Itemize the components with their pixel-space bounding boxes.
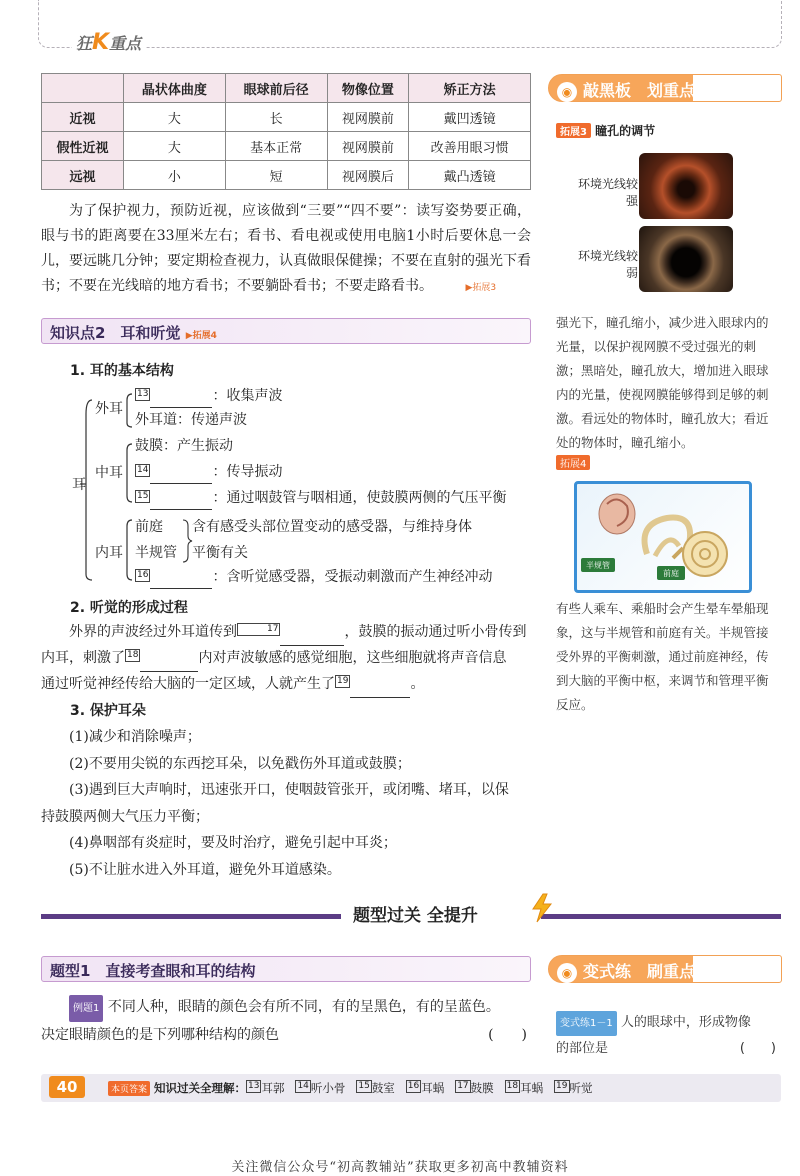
hearing-process-paragraph	[41, 620, 531, 698]
outer-ear-item-2: 外耳道：传递声波	[135, 412, 247, 428]
fill-blank[interactable]	[280, 620, 344, 646]
hearing-line-2-a: 内耳，刺激了	[41, 650, 125, 666]
table-cell: 长	[225, 103, 327, 132]
answer-number: 19	[556, 1081, 568, 1091]
fill-blank[interactable]	[150, 487, 212, 510]
middle-ear-item-2	[135, 461, 282, 484]
ear-structure-heading: 1. 耳的基本结构	[70, 363, 174, 379]
header-title-post: 重点	[109, 34, 142, 53]
ear-root-label: 耳	[72, 477, 86, 493]
example-1-line-2	[41, 1022, 531, 1049]
table-cell: 视网膜前	[327, 103, 409, 132]
page-header-frame	[38, 0, 782, 48]
header-title-k: K	[92, 30, 110, 55]
hearing-line-1	[41, 620, 531, 646]
practice-answer-blank[interactable]: ( )	[739, 1041, 776, 1056]
kp2-extension-link[interactable]: ▶拓展4	[185, 331, 217, 341]
practice-text-1: 人的眼球中，形成物像	[620, 1015, 751, 1030]
hearing-line-3	[41, 672, 531, 698]
vestibule-label: 前庭	[135, 519, 163, 535]
table-row-header: 远视	[42, 161, 124, 190]
table-cell: 大	[124, 103, 226, 132]
weak-light-label: 环境光线较弱	[578, 249, 639, 280]
blank-number: 15	[137, 491, 149, 501]
answer-text: 鼓室	[371, 1081, 395, 1095]
balance-text-2: 平衡有关	[192, 545, 248, 561]
table-cell: 大	[124, 132, 226, 161]
fill-blank[interactable]	[140, 646, 198, 672]
list-item: (3)遇到巨大声响时，迅速张开口，使咽鼓管张开，或闭嘴、堵耳，以保	[69, 782, 509, 798]
list-item: (1)减少和消除噪声；	[69, 729, 201, 745]
hearing-line-2	[41, 646, 531, 672]
blank-number: 19	[337, 676, 349, 686]
hearing-line-3-a: 通过听觉神经传给大脑的一定区域，人就产生了	[41, 676, 335, 692]
list-item: (4)鼻咽部有炎症时，要及时治疗，避免引起中耳炎；	[69, 835, 397, 851]
section-banner	[41, 899, 781, 927]
table-header-cell	[42, 74, 124, 103]
watermark-text: 关注微信公众号“初高教辅站”获取更多初高中教辅资料	[231, 1160, 569, 1175]
answer-number: 13	[248, 1081, 260, 1091]
outer-ear-item-1-text: ：收集声波	[212, 388, 283, 404]
list-item: 持鼓膜两侧大气压力平衡；	[41, 808, 209, 825]
middle-ear-item-3-text: ：通过咽鼓管与咽相通，使鼓膜两侧的气压平衡	[212, 490, 507, 506]
inner-ear-illustration	[577, 484, 749, 590]
eye-constricted-pupil-image	[639, 153, 733, 219]
answer-text: 耳蜗	[421, 1081, 445, 1095]
blank-number: 13	[137, 389, 149, 399]
eye-dilated-pupil-image	[639, 226, 733, 292]
outer-ear-label: 外耳	[95, 401, 123, 417]
table-row	[42, 103, 531, 132]
example-1	[41, 994, 531, 1049]
blank-number: 17	[237, 623, 280, 636]
list-item: (2)不要用尖锐的东西挖耳朵，以免戳伤外耳道或鼓膜；	[69, 755, 411, 772]
banner-title: 题型过关 全提升	[341, 901, 490, 926]
table-cell: 戴凸透镜	[409, 161, 531, 190]
list-item: (5)不让脏水进入外耳道，避免外耳道感染。	[69, 861, 341, 878]
table-cell: 视网膜后	[327, 161, 409, 190]
extension-3-badge: 拓展3	[556, 123, 591, 138]
inner-ear-vestibule-group	[135, 514, 177, 566]
table-row-header: 假性近视	[42, 132, 124, 161]
inner-ear-diagram	[574, 481, 752, 593]
answer-number: 18	[506, 1081, 519, 1091]
table-cell: 基本正常	[225, 132, 327, 161]
extension-4-heading	[556, 455, 590, 471]
hearing-line-2-b: 内对声波敏感的感觉细胞，这些细胞就将声音信息	[198, 650, 507, 666]
semicircular-canal-label: 半规管	[135, 545, 177, 561]
practice-text-2: 的部位是	[556, 1041, 609, 1056]
table-header-cell: 物像位置	[327, 74, 409, 103]
inner-ear-label: 内耳	[95, 545, 123, 561]
answer-text: 耳郭	[261, 1081, 285, 1095]
strong-light-label: 环境光线较强	[578, 177, 639, 208]
fill-blank[interactable]	[150, 385, 212, 408]
answers-title: 知识过关全理解：	[154, 1081, 247, 1095]
vision-comparison-table	[41, 73, 531, 190]
inner-ear-item-cochlea	[135, 566, 492, 589]
table-cell: 改善用眼习惯	[409, 132, 531, 161]
table-header-row	[42, 74, 531, 103]
protect-ears-heading: 3. 保护耳朵	[70, 703, 146, 719]
fill-blank[interactable]	[350, 672, 410, 698]
table-header-cell: 眼球前后径	[225, 74, 327, 103]
semicircular-label: 半规管	[586, 561, 610, 570]
page-answers	[108, 1080, 593, 1096]
fill-blank[interactable]	[150, 461, 212, 484]
practice-icon: ◉	[557, 963, 577, 983]
banner-line-right	[541, 914, 781, 919]
example-badge: 例题1	[69, 995, 103, 1022]
kp2-title: 知识点2 耳和听觉	[50, 324, 181, 342]
middle-ear-item-2-text: ：传导振动	[212, 464, 283, 480]
answer-text: 听小骨	[310, 1081, 346, 1095]
practice-header	[548, 955, 782, 983]
answer-number: 14	[297, 1081, 309, 1091]
answer-text: 听觉	[569, 1081, 593, 1095]
hearing-line-3-b: 。	[410, 676, 425, 692]
table-row	[42, 161, 531, 190]
answers-badge: 本页答案	[108, 1081, 150, 1096]
table-cell: 戴凹透镜	[409, 103, 531, 132]
example-1-text-2: 决定眼睛颜色的是下列哪种结构的颜色	[41, 1027, 279, 1043]
table-header-cell: 矫正方法	[409, 74, 531, 103]
extension-3-title: 瞳孔的调节	[595, 124, 656, 138]
extension-4-text: 有些人乘车、乘船时会产生晕车晕船现象，这与半规管和前庭有关。半规管接受外界的平衡刺激，通过前庭神经，传到大脑的平衡中枢，来调节和管理平衡反应。	[556, 601, 769, 712]
eye-protection-text: 为了保护视力，预防近视，应该做到“三要”“四不要”：读写姿势要正确，眼与书的距离要在33厘米左右；看书、看电视或使用电脑1小时后要休息一会儿，要远眺几分钟；要定期检查视力，认真做眼保健操；不要在直射的强光下看书；不要在光线暗的地方看书；不要躺卧看书；不要走路看书。	[41, 203, 531, 294]
table-cell: 短	[225, 161, 327, 190]
fill-blank[interactable]	[150, 566, 212, 589]
hearing-process-heading: 2. 听觉的形成过程	[70, 600, 188, 616]
example-1-line-1	[41, 994, 531, 1022]
middle-ear-label: 中耳	[95, 465, 123, 481]
extension-4-badge: 拓展4	[556, 455, 590, 470]
blank-number: 16	[137, 570, 149, 580]
example-1-text-1: 不同人种，眼睛的颜色会有所不同，有的呈黑色，有的呈蓝色。	[107, 999, 500, 1015]
answer-text: 鼓膜	[470, 1081, 494, 1095]
page-header-title	[72, 30, 145, 55]
practice-badge: 变式练1－1	[556, 1011, 617, 1036]
extension-link[interactable]: ▶拓展3	[465, 283, 497, 293]
table-row	[42, 132, 531, 161]
practice-title: 变式练 刷重点	[583, 962, 696, 981]
extension-3-heading	[556, 122, 655, 139]
practice-line-2	[556, 1036, 776, 1061]
knowledge-point-2-header	[41, 318, 531, 344]
blank-number: 18	[127, 650, 139, 660]
answer-number: 15	[358, 1081, 370, 1091]
hearing-line-1-a: 外界的声波经过外耳道传到	[69, 624, 237, 640]
practice-question	[556, 1010, 776, 1061]
balance-text-1: 含有感受头部位置变动的感受器，与维持身体	[192, 519, 472, 535]
inner-ear-item-cochlea-text: ：含听觉感受器，受振动刺激而产生神经冲动	[212, 569, 493, 585]
outer-ear-item-1	[135, 385, 282, 408]
table-header-cell: 晶状体曲度	[124, 74, 226, 103]
answer-text: 耳蜗	[520, 1081, 544, 1095]
banner-line-left	[41, 914, 341, 919]
table-cell: 小	[124, 161, 226, 190]
hearing-line-1-b: ，鼓膜的振动通过听小骨传到	[344, 624, 527, 640]
vestibule-diagram-label: 前庭	[663, 569, 679, 578]
middle-ear-item-3	[135, 487, 506, 510]
header-title-pre: 狂	[76, 34, 93, 53]
answer-blank[interactable]: ( )	[488, 1027, 527, 1043]
answer-number: 17	[457, 1081, 469, 1091]
answer-number: 16	[407, 1081, 420, 1091]
speaker-icon: ◉	[557, 82, 577, 102]
lightning-icon	[529, 893, 555, 923]
eye-protection-paragraph	[41, 199, 531, 301]
right-panel-header	[548, 74, 782, 102]
middle-ear-item-1: 鼓膜：产生振动	[135, 438, 233, 454]
protect-ears-list	[41, 724, 531, 883]
extension-3-text: 强光下，瞳孔缩小，减少进入眼球内的光量，以保护视网膜不受过强光的刺激；黑暗处，瞳孔放大，增加进入眼球内的光量，使视网膜能够得到足够的刺激。看远处的物体时，瞳孔放大；看近处的物体时，瞳孔缩小。	[556, 315, 769, 450]
blank-number: 14	[137, 465, 149, 475]
right-panel-title: 敲黑板 划重点	[583, 81, 696, 100]
table-row-header: 近视	[42, 103, 124, 132]
question-type-1-header: 题型1 直接考查眼和耳的结构	[41, 956, 531, 982]
page-number: 40	[49, 1076, 85, 1098]
inner-ear-balance-description	[192, 514, 472, 566]
table-cell: 视网膜前	[327, 132, 409, 161]
practice-line-1	[556, 1010, 776, 1036]
